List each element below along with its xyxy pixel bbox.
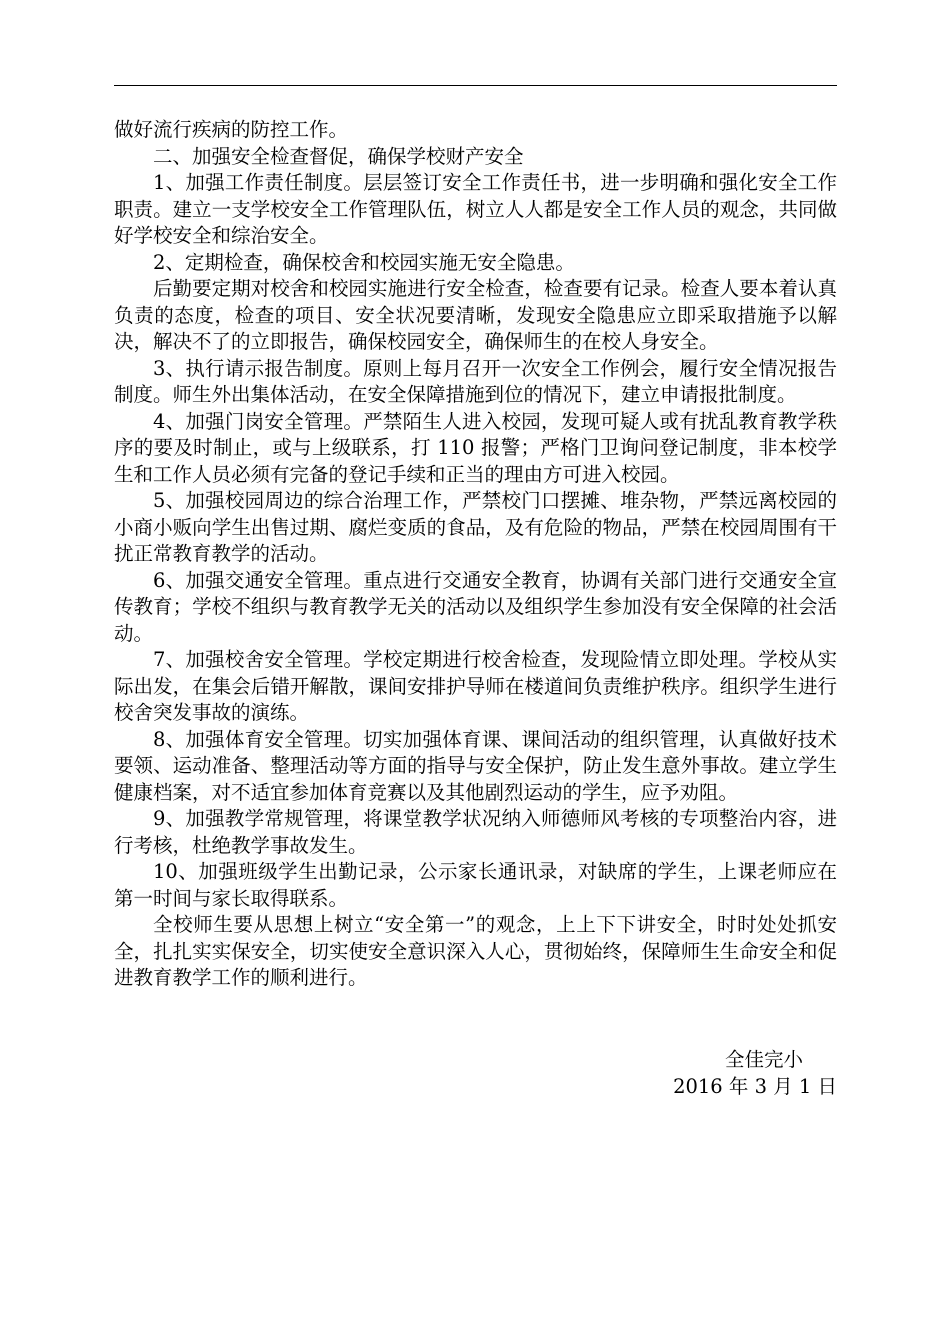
signature-organization: 全佳完小 — [724, 1048, 803, 1071]
paragraph-conclusion: 全校师生要从思想上树立“安全第一”的观念，上上下下讲安全，时时处处抓安全，扎扎实实保安全，切实使安全意识深入人心，贯彻始终，保障师生生命安全和促进教育教学工作的顺利进行。 — [114, 913, 837, 989]
paragraph-item-8: 8、加强体育安全管理。切实加强体育课、课间活动的组织管理，认真做好技术要领、运动准备、整理活动等方面的指导与安全保护，防止发生意外事故。建立学生健康档案，对不适宜参加体育竞赛以及其他剧烈运动的学生，应予劝阻。 — [114, 727, 837, 804]
paragraph-item-9: 9、加强教学常规管理，将课堂教学状况纳入师德师风考核的专项整治内容，进行考核，杜绝教学事故发生。 — [114, 807, 837, 857]
paragraph-item-3: 3、执行请示报告制度。原则上每月召开一次安全工作例会，履行安全情况报告制度。师生外出集体活动，在安全保障措施到位的情况下，建立申请报批制度。 — [114, 356, 837, 406]
signature-block — [114, 1047, 837, 1100]
section-heading: 二、加强安全检查督促，确保学校财产安全 — [153, 144, 524, 168]
header-rule — [114, 85, 837, 86]
paragraph-item-2: 2、定期检查，确保校舍和校园实施无安全隐患。 — [153, 250, 575, 274]
paragraph-item-10: 10、加强班级学生出勤记录，公示家长通讯录，对缺席的学生，上课老师应在第一时间与家长取得联系。 — [114, 860, 837, 910]
paragraph-item-5: 5、加强校园周边的综合治理工作，严禁校门口摆摊、堆杂物，严禁远离校园的小商小贩向学生出售过期、腐烂变质的食品，及有危险的物品，严禁在校园周围有干扰正常教育教学的活动。 — [114, 489, 837, 565]
paragraph-continuation: 做好流行疾病的防控工作。 — [114, 118, 349, 141]
paragraph-item-2-detail: 后勤要定期对校舍和校园实施进行安全检查，检查要有记录。检查人要本着认真负责的态度，检查的项目、安全状况要清晰，发现安全隐患应立即采取措施予以解决，解决不了的立即报告，确保校园安全，确保师生的在校人身安全。 — [114, 277, 837, 353]
paragraph-item-4: 4、加强门岗安全管理。严禁陌生人进入校园，发现可疑人或有扰乱教育教学秩序的要及时制止，或与上级联系，打 110 报警；严格门卫询问登记制度，非本校学生和工作人员必须有完备的登记手续和正当的理由方可进入校园。 — [114, 409, 837, 486]
paragraph-item-1: 1、加强工作责任制度。层层签订安全工作责任书，进一步明确和强化安全工作职责。建立一支学校安全工作管理队伍，树立人人都是安全工作人员的观念，共同做好学校安全和综治安全。 — [114, 171, 837, 247]
paragraph-item-7: 7、加强校舍安全管理。学校定期进行校舍检查，发现险情立即处理。学校从实际出发，在集会后错开解散，课间安排护导师在楼道间负责维护秩序。组织学生进行校舍突发事故的演练。 — [114, 648, 837, 724]
signature-date: 2016 年 3 月 1 日 — [673, 1074, 837, 1098]
document-body — [114, 117, 837, 992]
paragraph-item-6: 6、加强交通安全管理。重点进行交通安全教育，协调有关部门进行交通安全宣传教育；学校不组织与教育教学无关的活动以及组织学生参加没有安全保障的社会活动。 — [114, 568, 837, 645]
